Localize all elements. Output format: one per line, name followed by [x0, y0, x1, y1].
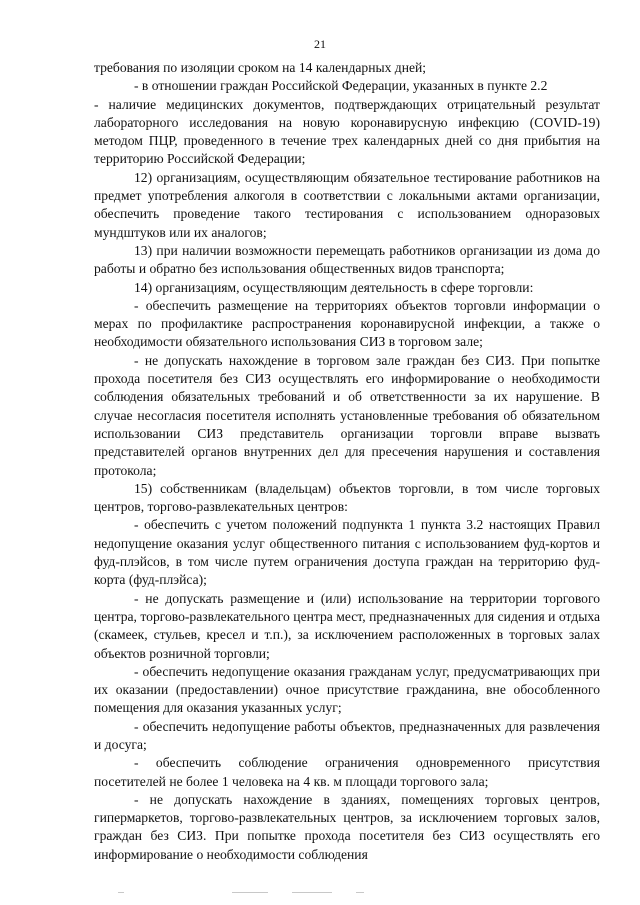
paragraph: - не допускать нахождение в торговом зале граждан без СИЗ. При попытке прохода посетителя без СИЗ осуществлять его информирование о необходимости соблюдения обязательных требований и об ответственности за их нарушение. В случае несогласия посетителя исполнять установленные требования об обязательном использовании СИЗ представитель организации торговли вправе вызвать представителей органов внутренних дел для пресечения нарушения и составления протокола;: [94, 352, 600, 478]
paragraph: - обеспечить с учетом положений подпункта 1 пункта 3.2 настоящих Правил недопущение оказания услуг общественного питания с использованием фуд-кортов и фуд-плэйсов, в том числе путем ограничения доступа граждан на территорию фуд-корта (фуд-плэйса);: [94, 517, 600, 588]
scan-mark: [232, 892, 268, 893]
document-body: [94, 59, 600, 864]
paragraph: 13) при наличии возможности перемещать работников организации из дома до работы и обратно без использования общественных видов транспорта;: [94, 242, 600, 277]
paragraph: - наличие медицинских документов, подтверждающих отрицательный результат лабораторного исследования на новую коронавирусную инфекцию (COVID-19) методом ПЦР, проведенного в течение трех календарных дней со дня прибытия на территорию Российской Федерации;: [94, 96, 600, 167]
paragraph: - обеспечить соблюдение ограничения одновременного присутствия посетителей не более 1 человека на 4 кв. м площади торгового зала;: [94, 755, 600, 789]
paragraph: 15) собственникам (владельцам) объектов торговли, в том числе торговых центров, торгово-развлекательных центров:: [94, 480, 600, 515]
paragraph: - обеспечить размещение на территориях объектов торговли информации о мерах по профилактике распространения коронавирусной инфекции, а также о необходимости обязательного использования СИЗ в торговом зале;: [94, 297, 600, 350]
page-number: 21: [314, 37, 326, 51]
paragraph: - не допускать нахождение в зданиях, помещениях торговых центров, гипермаркетов, торгово-развлекательных центров, за исключением торговых залов, граждан без СИЗ. При попытке прохода посетителя без СИЗ осуществлять его информирование о необходимости соблюдения: [94, 791, 600, 862]
scan-mark: [292, 892, 332, 893]
paragraph: - в отношении граждан Российской Федерации, указанных в пункте 2.2: [134, 78, 548, 94]
paragraph: требования по изоляции сроком на 14 календарных дней;: [94, 60, 427, 75]
paragraph: - обеспечить недопущение работы объектов, предназначенных для развлечения и досуга;: [94, 718, 600, 752]
paragraph: - обеспечить недопущение оказания гражданам услуг, предусматривающих при их оказании (предоставлении) очное присутствие гражданина, вне обособленного помещения для оказания указанных услуг;: [94, 663, 600, 716]
scan-artifacts: [0, 892, 640, 902]
paragraph: 12) организациям, осуществляющим обязательное тестирование работников на предмет употребления алкоголя в соответствии с локальными актами организации, обеспечить проведение такого тестирования с использованием одноразовых мундштуков или их аналогов;: [94, 169, 600, 240]
paragraph: 14) организациям, осуществляющим деятельность в сфере торговли:: [134, 279, 534, 295]
scan-mark: [118, 892, 124, 893]
paragraph: - не допускать размещение и (или) использование на территории торгового центра, торгово-развлекательного центра мест, предназначенных для сидения и отдыха (скамеек, стульев, кресел и т.п.), за исключением расположенных в торговых залах объектов розничной торговли;: [94, 590, 600, 661]
scan-mark: [356, 892, 364, 893]
